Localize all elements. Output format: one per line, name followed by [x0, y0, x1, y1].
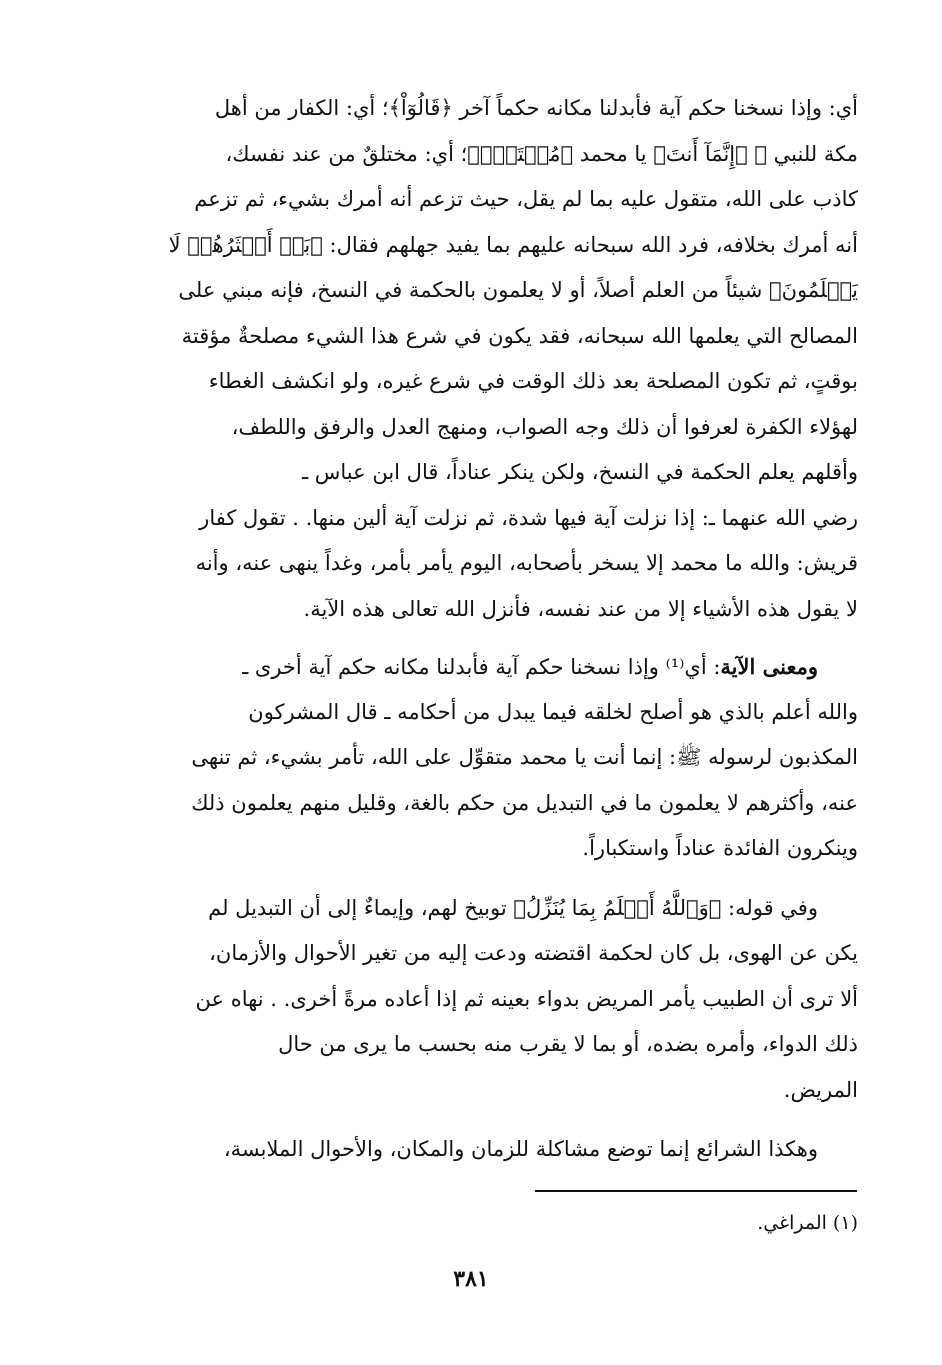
page-number: ٣٨١: [453, 1266, 489, 1292]
lead-heading: ومعنى الآية: [720, 654, 818, 679]
text-line: وفي قوله: ﴿وَٱللَّهُ أَعۡلَمُ بِمَا يُنَزِّلُ﴾ توبيخ لهم، وإيماءٌ إلى أن التبديل لم: [208, 895, 818, 920]
text-line: رضي الله عنهما ـ: إذا نزلت آية فيها شدة، ثم نزلت آية ألين منها. . تقول كفار: [199, 505, 858, 530]
paragraph-gap: [82, 1113, 858, 1127]
text-line: يكن عن الهوى، بل كان لحكمة اقتضته ودعت إليه من تغير الأحوال والأزمان،: [209, 941, 858, 965]
text-line: المصالح التي يعلمها الله سبحانه، فقد يكون في شرع هذا الشيء مصلحةٌ مؤقتة: [181, 323, 858, 348]
paragraph-4: [82, 1127, 858, 1173]
text-line: بوقتٍ، ثم تكون المصلحة بعد ذلك الوقت في شرع غيره، ولو انكشف الغطاء: [208, 369, 858, 393]
paragraph-gap: [82, 632, 858, 644]
text-line: وهكذا الشرائع إنما توضع مشاكلة للزمان والمكان، والأحوال الملابسة،: [223, 1137, 818, 1161]
page-body: [82, 86, 858, 1173]
text-line-lead: [82, 644, 858, 690]
text-line: المريض.: [783, 1077, 858, 1102]
paragraph-2: [82, 644, 858, 872]
text-line: عنه، وأكثرهم لا يعلمون ما في التبديل من حكم بالغة، وقليل منهم يعلمون ذلك: [191, 790, 858, 815]
text-line: مكة للنبي ﷺ ﴿إِنَّمَآ أَنتَ﴾ يا محمد ﴿مُفۡتَرِۭ﴾؛ أي: مختلقٌ من عند نفسك،: [225, 141, 858, 166]
text-line: أنه أمرك بخلافه، فرد الله سبحانه عليهم بما يفيد جهلهم فقال: ﴿بَلۡ أَكۡثَرُهُمۡ لَا: [168, 232, 858, 257]
text-line: ألا ترى أن الطبيب يأمر المريض بدواء بعينه ثم إذا أعاده مرةً أخرى. . نهاه عن: [195, 986, 858, 1011]
text-line: وأقلهم يعلم الحكمة في النسخ، ولكن ينكر عناداً، قال ابن عباس ـ: [301, 460, 858, 484]
footnote-divider: [535, 1190, 857, 1192]
text-line: لهؤلاء الكفرة لعرفوا أن ذلك وجه الصواب، ومنهج العدل والرفق واللطف،: [231, 414, 858, 439]
footnote: (١) المراغي.: [757, 1212, 858, 1234]
text-line: كاذب على الله، متقول عليه بما لم يقل، حيث تزعم أنه أمرك بشيء، ثم تزعم: [194, 187, 858, 211]
text-line: والله أعلم بالذي هو أصلح لخلقه فيما يبدل من أحكامه ـ قال المشركون: [248, 699, 858, 724]
text-line: يَعۡلَمُونَ﴾ شيئاً من العلم أصلاً، أو لا يعلمون بالحكمة في النسخ، فإنه مبني على: [178, 278, 858, 302]
text-line: أي: وإذا نسخنا حكم آية فأبدلنا مكانه حكماً آخر ﴿قَالُوٓاْ﴾؛ أي: الكفار من أهل: [214, 96, 858, 120]
text-line: لا يقول هذه الأشياء إلا من عند نفسه، فأنزل الله تعالى هذه الآية.: [303, 596, 858, 621]
lead-text: : أي⁽¹⁾ وإذا نسخنا حكم آية فأبدلنا مكانه حكم آية أخرى ـ: [242, 655, 721, 679]
paragraph-gap: [82, 872, 858, 886]
text-line: ذلك الدواء، وأمره بضده، أو بما لا يقرب منه بحسب ما يرى من حال: [278, 1032, 858, 1056]
paragraph-1: [82, 86, 858, 632]
paragraph-3: [82, 886, 858, 1114]
text-line: قريش: والله ما محمد إلا يسخر بأصحابه، اليوم يأمر بأمر، وغداً ينهى عنه، وأنه: [195, 551, 858, 575]
text-line: المكذبون لرسوله ﷺ: إنما أنت يا محمد متقوِّل على الله، تأمر بشيء، ثم تنهى: [191, 745, 858, 769]
text-line: وينكرون الفائدة عناداً واستكباراً.: [582, 836, 858, 860]
